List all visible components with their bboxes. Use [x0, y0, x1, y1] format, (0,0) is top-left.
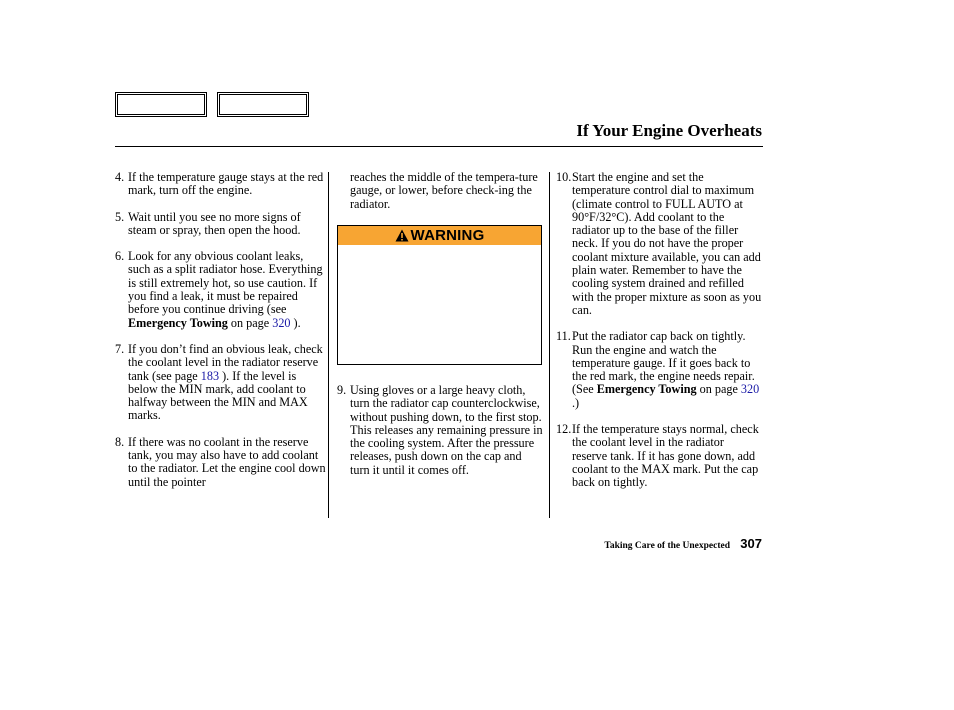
step-text: on page — [696, 382, 741, 397]
step-12 — [556, 423, 762, 489]
step-number: 7. — [115, 341, 125, 356]
step-text: Look for any obvious coolant leaks, such as a split radiator hose. Everything is still extremely hot, so use caution. If you find a leak, it must be repaired before you continue driving (see — [128, 249, 323, 317]
step-4 — [115, 171, 327, 198]
step-number: 8. — [115, 434, 125, 449]
page-title: If Your Engine Overheats — [576, 121, 762, 140]
column-1 — [115, 171, 327, 489]
step-text: on page — [227, 315, 273, 330]
step-text: ). If the level is below the MIN mark, add coolant to halfway between the MIN and MAX marks. — [128, 368, 308, 423]
page-number: 307 — [740, 536, 762, 551]
warning-header — [338, 226, 541, 245]
footer-section-label: Taking Care of the Unexpected — [604, 541, 730, 551]
column-2 — [337, 171, 543, 211]
step-9 — [337, 384, 543, 477]
step-number: 12. — [556, 422, 572, 437]
step-8 — [115, 436, 327, 489]
column-divider-2 — [549, 172, 550, 518]
step-5 — [115, 211, 327, 238]
nav-button-1[interactable] — [115, 92, 207, 117]
nav-button-2[interactable] — [217, 92, 309, 117]
step-10 — [556, 171, 762, 317]
step-number: 10. — [556, 170, 572, 184]
step-8-continuation: reaches the middle of the tempera-ture gauge, or lower, before check-ing the radiator. — [350, 170, 538, 211]
step-text: Start the engine and set the temperature control dial to maximum (climate control to FULL AUTO at 90°F/32°C). Add coolant to the radiator up to the base of the filler neck. If you do not have the proper coolant mixture available, you can add plain water. Remember to have the cooling system drained and refilled with the proper mixture as soon as you can. — [572, 170, 762, 317]
step-number: 6. — [115, 249, 125, 264]
step-number: 9. — [337, 383, 347, 397]
emergency-towing-ref: Emergency Towing — [596, 382, 697, 397]
step-number: 4. — [115, 170, 125, 184]
step-text: .) — [572, 395, 580, 410]
column-divider-1 — [328, 172, 329, 518]
step-text: If the temperature stays normal, check the coolant level in the radiator reserve tank. If it has gone down, add coolant to the MAX mark. Put the cap back on tightly. — [572, 422, 759, 490]
step-11 — [556, 330, 762, 410]
page-link-320[interactable]: 320 — [740, 382, 760, 397]
step-text: Put the radiator cap back on tightly. Run the engine and watch the temperature gauge. If it goes back to the red mark, the engine needs repair. (See — [572, 329, 755, 397]
step-text: If the temperature gauge stays at the red mark, turn off the engine. — [128, 170, 324, 198]
step-7 — [115, 343, 327, 423]
step-6 — [115, 250, 327, 330]
step-number: 11. — [556, 329, 571, 344]
step-text: If there was no coolant in the reserve tank, you may also have to add coolant to the radiator. Let the engine cool down until the pointer — [128, 434, 326, 489]
step-text: ). — [290, 315, 301, 330]
title-rule — [115, 146, 763, 147]
step-text: Using gloves or a large heavy cloth, turn the radiator cap counterclockwise, without pushing down, to the first stop. This releases any remaining pressure in the cooling system. After the pressure releases, push down on the cap and turn it until it comes off. — [350, 383, 543, 477]
step-text: If you don’t find an obvious leak, check the coolant level in the radiator reserve tank (see page — [128, 341, 323, 383]
page-link-183[interactable]: 183 — [200, 368, 220, 383]
column-3 — [556, 171, 762, 490]
step-text: Wait until you see no more signs of steam or spray, then open the hood. — [128, 209, 301, 237]
warning-box — [337, 225, 542, 365]
warning-label: WARNING — [410, 227, 485, 244]
step-number: 5. — [115, 209, 125, 224]
emergency-towing-ref: Emergency Towing — [128, 315, 228, 330]
page-link-320[interactable]: 320 — [272, 315, 291, 330]
warning-triangle-icon — [395, 229, 409, 242]
column-2-lower — [337, 384, 543, 477]
